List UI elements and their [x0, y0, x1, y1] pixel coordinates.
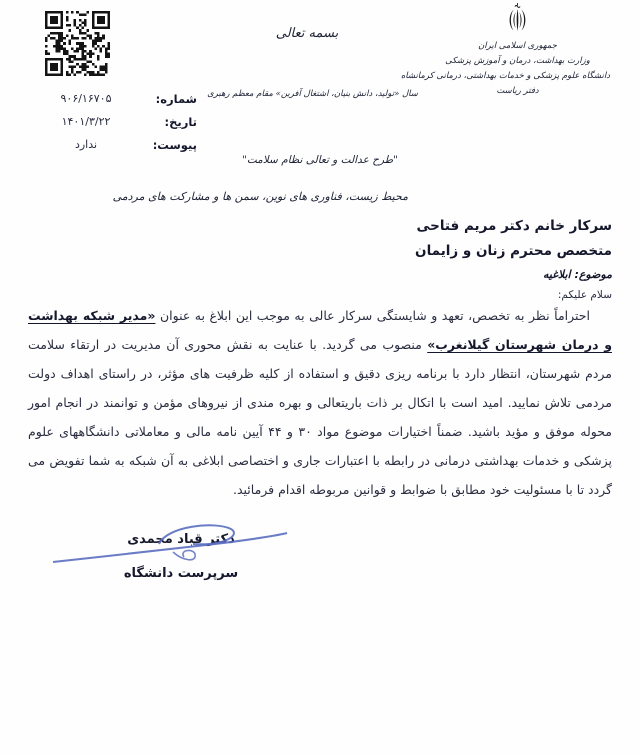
- letterhead: [400, 41, 610, 101]
- recipient-title: متخصص محترم زنان و زایمان: [415, 243, 612, 259]
- appointment-title-bold: «مدیر شبکه بهداشت و درمان شهرستان گیلانغرب»: [28, 308, 613, 352]
- attachment-label: پیوست:: [152, 137, 197, 152]
- salutation: سلام علیکم:: [557, 289, 612, 301]
- date-label: تاریخ:: [164, 114, 197, 129]
- body-text-rest: منصوب می گردید. با عنایت به نقش محوری آن مدیریت در ارتقاء سلامت مردم شهرستان، انتظار دارد با برنامه ریزی دقیق و استفاده از کلیه ظرفیت های مؤثر، در راستای اهداف دولت مردمی تلاش نمایید. امید است با اتکال بر ذات باریتعالی و بهره مندی از نیروهای مؤمن و توانمند در انجام امور محوله موفق و مؤید باشید. ضمناً اختیارات موضوع مواد ۳۰ و ۴۴ آیین نامه مالی و معاملاتی دانشگاههای علوم پزشکی و خدمات بهداشتی درمانی در رابطه با اعتبارات جاری و اختصاصی ابلاغی به آن شبکه به شما تفویض می گردد تا با مسئولیت خود مطابق با ضوابط و قوانین مربوطه اقدام فرمائید.: [28, 337, 612, 497]
- letterhead-university: دانشگاه علوم پزشکی و خدمات بهداشتی، درمانی کرمانشاه: [400, 71, 610, 81]
- letterhead-office: دفتر ریاست: [496, 86, 539, 96]
- bismillah-text: بسمه تعالی: [275, 26, 339, 41]
- signer-title: سرپرست دانشگاه: [123, 566, 239, 581]
- letterhead-ministry: وزارت بهداشت، درمان و آموزش پزشکی: [445, 56, 590, 66]
- meta-row-number: [25, 87, 197, 110]
- subject-line: [543, 268, 612, 281]
- meta-row-attachment: [25, 133, 197, 156]
- health-plan-motto: "طرح عدالت و تعالی نظام سلامت": [242, 154, 398, 166]
- letterhead-country: جمهوری اسلامی ایران: [478, 41, 557, 51]
- attachment-value: ندارد: [74, 138, 98, 151]
- signer-name: دکتر قباد محمدی: [127, 532, 235, 547]
- year-slogan: سال «تولید، دانش بنیان، اشتغال آفرین» مقام معظم رهبری: [207, 89, 418, 99]
- signature-block: [95, 531, 267, 581]
- meta-row-date: [25, 110, 197, 133]
- body-text-start: احتراماً نظر به تخصص، تعهد و شایستگی سرکار عالی به موجب این ابلاغ به عنوان: [155, 308, 590, 323]
- body-paragraph: [28, 301, 612, 504]
- number-value: ۹۰۶/۱۶۷۰۵: [60, 92, 112, 105]
- date-value: ۱۴۰۱/۳/۲۲: [61, 115, 111, 128]
- iran-emblem-icon: [503, 3, 532, 38]
- subject-value: ابلاغیه: [542, 268, 571, 281]
- recipient-name: سرکار خانم دکتر مریم فتاحی: [416, 218, 612, 234]
- meta-fields: [25, 87, 197, 156]
- subject-label: موضوع:: [574, 268, 612, 281]
- handwritten-note: محیط زیست، فناوری های نوین، سمن ها و مشارکت های مردمی: [112, 190, 408, 203]
- number-label: شماره:: [155, 91, 197, 106]
- qr-code-icon: [45, 10, 110, 77]
